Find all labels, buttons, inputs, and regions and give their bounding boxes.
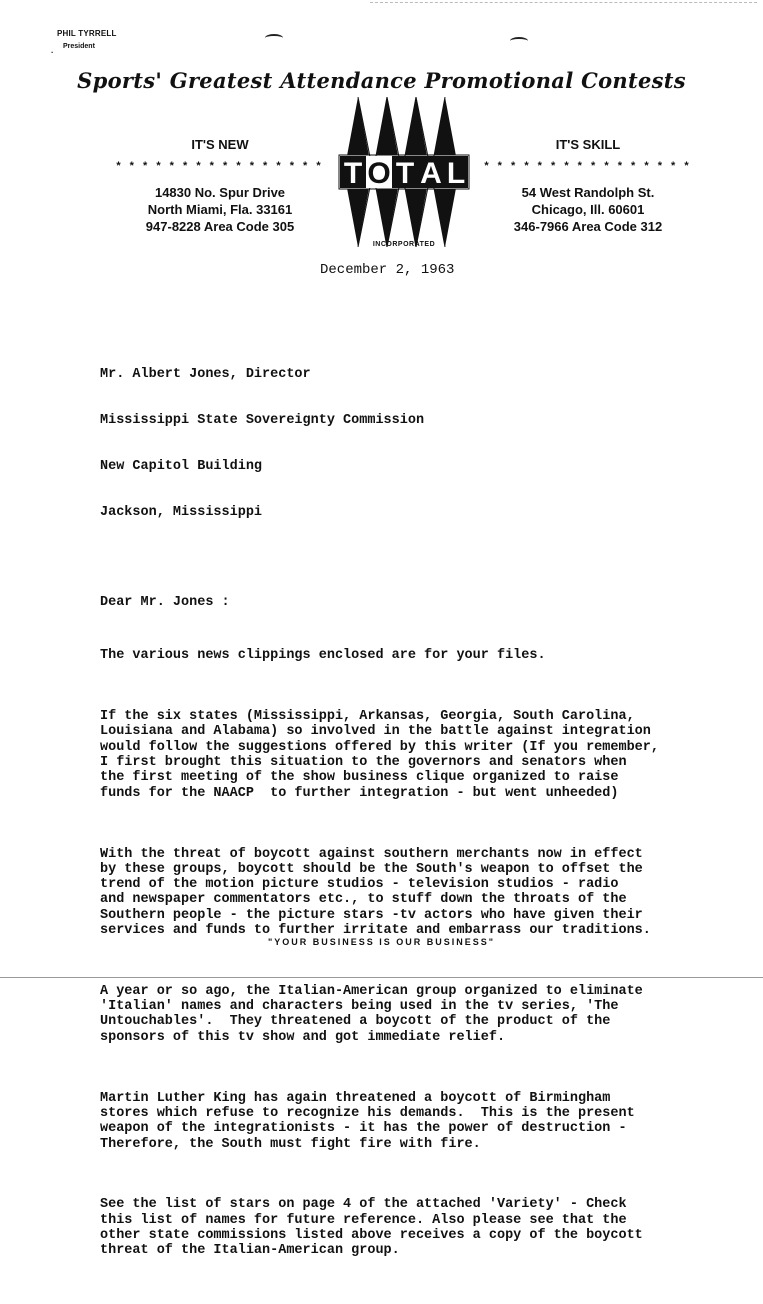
- logo-letter: A: [420, 157, 442, 190]
- recipient-line: Jackson, Mississippi: [100, 504, 263, 520]
- left-header: IT'S NEW: [191, 137, 249, 152]
- right-phone-line: 346-7966 Area Code 312: [513, 219, 663, 234]
- right-header: IT'S SKILL: [555, 137, 621, 152]
- executive-block: [51, 27, 117, 55]
- paragraph: See the list of stars on page 4 of the attached 'Variety' - Check this list of names for future reference. Also please see that the other state commissions listed above receives a copy of the boycott threat of the Italian-American group.: [100, 1197, 643, 1259]
- paragraph: If the six states (Mississippi, Arkansas, Georgia, South Carolina, Louisiana and Alabama) so involved in the battle against integration would follow the suggestions offered by this writer (If you remember, I first brought this situation to the governors and senators when the first meeting of the show business clique organized to raise funds for the NAACP to further integration - but went unheeded): [100, 709, 659, 801]
- logo-letter: L: [446, 157, 466, 190]
- paragraph: Martin Luther King has again threatened a boycott of Birmingham stores which refuse to recognize his demands. This is the present weapon of the integrationists - it has the power of destruction - Therefore, the South must fight fire with fire.: [100, 1090, 635, 1152]
- left-phone-line: 947-8228 Area Code 305: [145, 219, 295, 234]
- recipient-line: Mr. Albert Jones, Director: [100, 367, 311, 383]
- decorative-mark: [510, 37, 528, 45]
- letter-date: December 2, 1963: [320, 262, 455, 278]
- paragraph: With the threat of boycott against southern merchants now in effect by these groups, boycott should be the South's weapon to offset the trend of the motion picture studios - television studios - radio and newspaper commentators etc., to stuff down the throats of the Southern people - the picture stars -tv actors who have given their services and funds to further irritate and embarrass our traditions.: [100, 846, 651, 938]
- paragraph: A year or so ago, the Italian-American group organized to eliminate 'Italian' names and characters being used in the tv series, 'The Untouchables'. They threatened a boycott of the product of the sponsors of this tv show and got immediate relief.: [100, 983, 643, 1045]
- left-address-line: 14830 No. Spur Drive: [154, 185, 286, 200]
- bullet-mark: .: [51, 46, 54, 55]
- salutation: Dear Mr. Jones :: [100, 595, 230, 611]
- left-address-line: North Miami, Fla. 33161: [147, 202, 293, 217]
- recipient-line: Mississippi State Sovereignty Commission: [100, 413, 425, 429]
- letterhead-left-block: [110, 137, 330, 235]
- letter-body: [100, 306, 750, 1304]
- perforation-top: [370, 2, 757, 3]
- logo-letter: T: [395, 157, 415, 190]
- recipient-address: [100, 337, 750, 551]
- executive-title: President: [63, 43, 95, 50]
- right-address-line: 54 West Randolph St.: [521, 185, 655, 200]
- paragraph: The various news clippings enclosed are for your files.: [100, 648, 546, 664]
- recipient-line: New Capitol Building: [100, 458, 263, 474]
- letterhead-footer-motto: "YOUR BUSINESS IS OUR BUSINESS": [267, 937, 496, 947]
- letterhead-right-block: [478, 137, 698, 235]
- logo-letter: T: [343, 157, 363, 190]
- left-stars: * * * * * * * * * * * * * * * *: [116, 160, 324, 172]
- right-address-line: Chicago, Ill. 60601: [531, 202, 645, 217]
- executive-name: PHIL TYRRELL: [57, 29, 117, 38]
- incorporated-label: INCORPORATED: [372, 241, 436, 248]
- letterhead-slogan: Sports' Greatest Attendance Promotional Contests: [77, 68, 686, 93]
- decorative-mark: [265, 34, 283, 42]
- total-logo: [336, 97, 472, 247]
- logo-letter: O: [367, 157, 391, 190]
- perforation-bottom: [0, 977, 763, 978]
- right-stars: * * * * * * * * * * * * * * * *: [484, 160, 692, 172]
